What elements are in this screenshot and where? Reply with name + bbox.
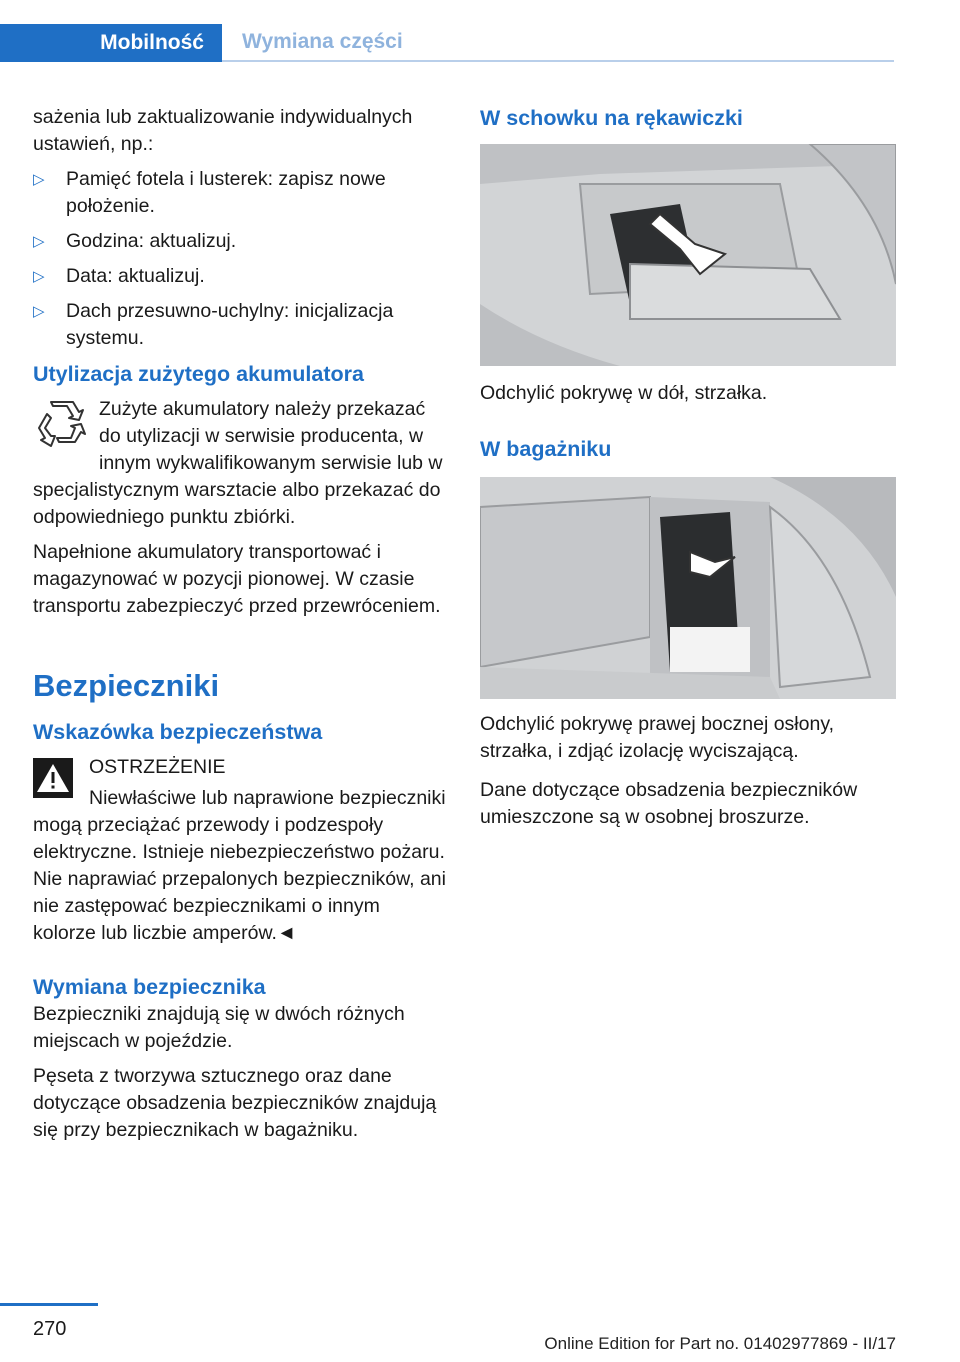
glovebox-caption: Odchylić pokrywę w dół, strzałka. — [480, 382, 768, 404]
trunk-photo — [480, 477, 896, 699]
recycle-block — [33, 396, 447, 531]
settings-list — [33, 166, 447, 352]
glovebox-heading: W schowku na rękawiczki — [480, 106, 743, 130]
edition-info: Online Edition for Part no. 01402977869 - II/17 — [544, 1334, 896, 1353]
trunk-heading: W bagażniku — [480, 437, 612, 461]
fuse-doc-text: Dane dotyczące obsadzenia bezpieczników umieszczone są w osobnej broszurze. — [480, 779, 858, 828]
triangle-bullet-icon: ▷ — [33, 233, 45, 250]
list-item: ▷ Pamięć fotela i lusterek: zapisz nowe położenie. — [33, 168, 386, 217]
trunk-caption: Odchylić pokrywę prawej bocznej osłony, strzałka, i zdjąć izolację wyciszającą. — [480, 713, 835, 762]
triangle-bullet-icon: ▷ — [33, 171, 45, 188]
warning-text: Niewłaściwe lub naprawione bezpieczniki mogą przeciążać przewody i podzespoły elektryczne. Istnieje niebezpieczeństwo pożaru. Nie naprawiać przepalonych bezpieczników, ani nie zastępować bezpiecznikami o innym kolorze lub liczbie amperów.◄ — [33, 787, 446, 944]
tab-mobilnosc[interactable]: Mobilność — [0, 24, 222, 62]
footer-rule — [0, 1303, 98, 1306]
intro-text: sażenia lub zaktualizowanie indywidualnych ustawień, np.: — [33, 106, 413, 155]
warning-block — [33, 754, 447, 947]
page-number: 270 — [33, 1318, 67, 1340]
left-column — [33, 104, 447, 1144]
triangle-bullet-icon: ▷ — [33, 303, 45, 320]
recycle-icon — [33, 398, 87, 454]
list-item: ▷ Data: aktualizuj. — [33, 263, 447, 290]
list-item: ▷ Dach przesuwno-uchylny: inicjalizacja systemu. — [33, 300, 394, 349]
replace-heading: Wymiana bezpiecznika — [33, 975, 266, 999]
safety-heading: Wskazówka bezpieczeństwa — [33, 720, 323, 744]
right-column — [480, 104, 896, 831]
replace-text: Bezpieczniki znajdują się w dwóch różnych miejscach w pojeździe. — [33, 1003, 405, 1052]
transport-text: Napełnione akumulatory transportować i magazynować w pozycji pionowej. W czasie transportu zabezpieczyć przed przewróceniem. — [33, 541, 441, 617]
list-item: ▷ Godzina: aktualizuj. — [33, 228, 447, 255]
glovebox-photo — [480, 144, 896, 366]
warning-icon — [33, 758, 73, 798]
recycle-heading: Utylizacja zużytego akumulatora — [33, 362, 364, 386]
recycle-text: Zużyte akumulatory należy przekazać do utylizacji w serwisie producenta, w innym wykwalifikowanym serwisie lub w specjalistycznym warsztacie albo przekazać do odpowiedniego punktu zbiórki. — [33, 398, 443, 528]
warning-label: OSTRZEŻENIE — [89, 756, 226, 778]
section-title: Bezpieczniki — [33, 668, 220, 703]
triangle-bullet-icon: ▷ — [33, 268, 45, 285]
tab-wymiana-czesci[interactable]: Wymiana części — [222, 24, 894, 62]
tweezers-text: Pęseta z tworzywa sztucznego oraz dane dotyczące obsadzenia bezpieczników znajdują się przy bezpiecznikach w bagażniku. — [33, 1065, 437, 1141]
